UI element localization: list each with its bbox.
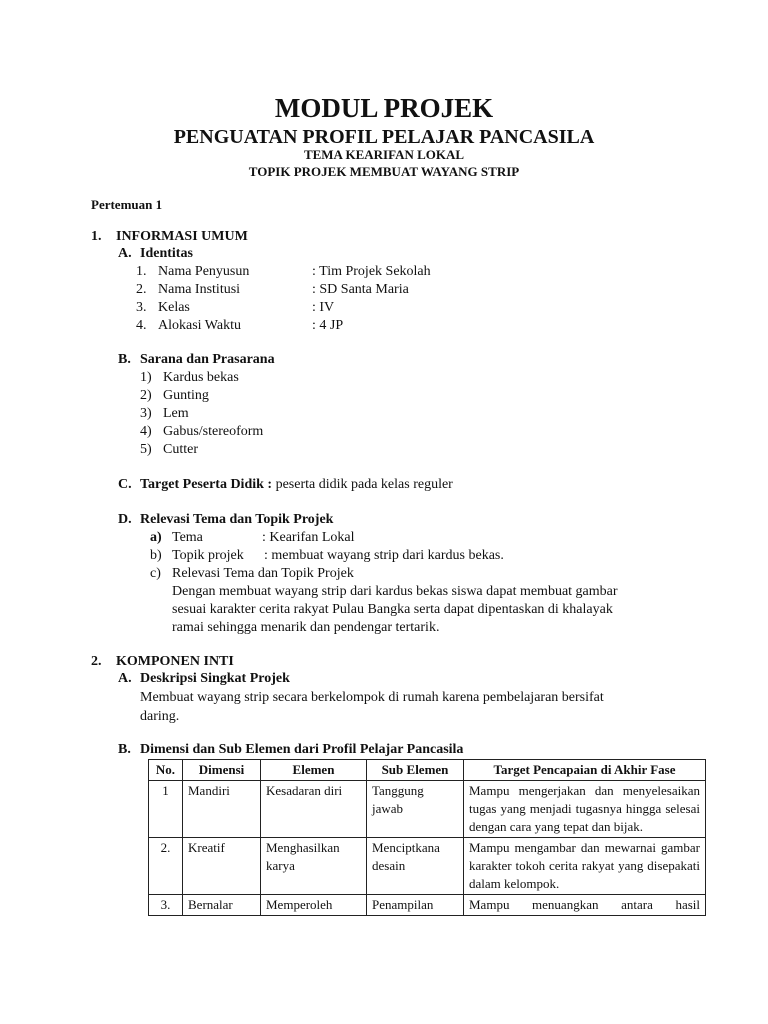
cell-sub-elemen: Menciptkana desain <box>367 838 464 895</box>
list-number: 4. <box>136 318 147 333</box>
subsection-letter: B. <box>118 352 131 367</box>
list-letter: c) <box>150 566 161 581</box>
subsection-heading-target: Target Peserta Didik : <box>140 477 273 492</box>
subsection-heading-dimensi: Dimensi dan Sub Elemen dari Profil Pelajar Pancasila <box>140 742 464 757</box>
cell-sub-elemen: Penampilan <box>367 895 464 916</box>
cell-target: Mampu menuangkan antara hasil <box>464 895 706 916</box>
subsection-heading-deskripsi: Deskripsi Singkat Projek <box>140 671 290 686</box>
cell-no: 3. <box>149 895 183 916</box>
description-paragraph-line: daring. <box>140 709 180 724</box>
cell-elemen: Kesadaran diri <box>261 781 367 838</box>
subsection-heading-identitas: Identitas <box>140 246 193 261</box>
relevance-label: Tema <box>172 530 203 545</box>
section-number: 2. <box>91 654 102 669</box>
relevance-value: : Kearifan Lokal <box>262 530 355 545</box>
section-heading-komponen-inti: KOMPONEN INTI <box>116 654 234 669</box>
list-number: 4) <box>140 424 152 439</box>
cell-dimensi: Bernalar <box>183 895 261 916</box>
table-row <box>149 895 706 916</box>
section-number: 1. <box>91 229 102 244</box>
relevance-label: Relevasi Tema dan Topik Projek <box>172 566 354 581</box>
document-title: MODUL PROJEK <box>274 93 494 123</box>
table-row <box>149 781 706 838</box>
list-number: 3. <box>136 300 147 315</box>
identity-value: : Tim Projek Sekolah <box>312 264 431 279</box>
column-header: Dimensi <box>183 760 261 781</box>
column-header: Elemen <box>261 760 367 781</box>
cell-sub-elemen: Tanggung jawab <box>367 781 464 838</box>
section-heading-informasi-umum: INFORMASI UMUM <box>116 229 248 244</box>
material-item: Gabus/stereoform <box>163 424 264 439</box>
column-header: Target Pencapaian di Akhir Fase <box>464 760 706 781</box>
subsection-letter: B. <box>118 742 131 757</box>
list-letter: a) <box>150 530 162 545</box>
relevance-paragraph-line: Dengan membuat wayang strip dari kardus bekas siswa dapat membuat gambar <box>172 584 618 599</box>
relevance-paragraph-line: ramai sehingga menarik dan pendengar tertarik. <box>172 620 440 635</box>
table-header-row <box>149 760 706 781</box>
topic-heading: TOPIK PROJEK MEMBUAT WAYANG STRIP <box>248 164 520 179</box>
relevance-label: Topik projek <box>172 548 244 563</box>
identity-value: : SD Santa Maria <box>312 282 409 297</box>
column-header: No. <box>149 760 183 781</box>
list-number: 3) <box>140 406 152 421</box>
subsection-letter: A. <box>118 671 132 686</box>
cell-elemen: Memperoleh <box>261 895 367 916</box>
profile-dimension-table <box>148 759 706 916</box>
subsection-letter: D. <box>118 512 132 527</box>
subsection-heading-relevasi: Relevasi Tema dan Topik Projek <box>140 512 334 527</box>
material-item: Gunting <box>163 388 209 403</box>
document-subtitle: PENGUATAN PROFIL PELAJAR PANCASILA <box>173 126 595 148</box>
cell-target: Mampu mengerjakan dan menyelesaikan tugas yang menjadi tugasnya hingga selesai dengan cara yang tepat dan bijak. <box>464 781 706 838</box>
identity-value: : IV <box>312 300 335 315</box>
cell-dimensi: Mandiri <box>183 781 261 838</box>
material-item: Kardus bekas <box>163 370 239 385</box>
subsection-heading-sarana: Sarana dan Prasarana <box>140 352 275 367</box>
subsection-letter: A. <box>118 246 132 261</box>
list-number: 1. <box>136 264 147 279</box>
cell-dimensi: Kreatif <box>183 838 261 895</box>
identity-value: : 4 JP <box>312 318 344 333</box>
identity-label: Alokasi Waktu <box>158 318 241 333</box>
relevance-value: : membuat wayang strip dari kardus bekas. <box>264 548 504 563</box>
cell-elemen: Menghasilkan karya <box>261 838 367 895</box>
theme-heading: TEMA KEARIFAN LOKAL <box>303 147 465 162</box>
description-paragraph-line: Membuat wayang strip secara berkelompok di rumah karena pembelajaran bersifat <box>140 690 604 705</box>
identity-label: Nama Institusi <box>158 282 241 297</box>
cell-target: Mampu mengambar dan mewarnai gambar karakter tokoh cerita rakyat yang disepakati dalam kelompok. <box>464 838 706 895</box>
table-row <box>149 838 706 895</box>
list-number: 5) <box>140 442 152 457</box>
list-number: 2. <box>136 282 147 297</box>
list-letter: b) <box>150 548 162 563</box>
material-item: Cutter <box>163 442 198 457</box>
material-item: Lem <box>163 406 189 421</box>
relevance-paragraph-line: sesuai karakter cerita rakyat Pulau Bangka serta dapat dipentaskan di khalayak <box>172 602 613 617</box>
target-line <box>140 476 453 494</box>
column-header: Sub Elemen <box>367 760 464 781</box>
identity-label: Nama Penyusun <box>158 264 250 279</box>
target-text: peserta didik pada kelas reguler <box>272 477 453 492</box>
list-number: 2) <box>140 388 152 403</box>
cell-no: 1 <box>149 781 183 838</box>
subsection-letter: C. <box>118 477 132 492</box>
list-number: 1) <box>140 370 152 385</box>
identity-label: Kelas <box>158 300 190 315</box>
meeting-label: Pertemuan 1 <box>91 197 163 212</box>
cell-no: 2. <box>149 838 183 895</box>
